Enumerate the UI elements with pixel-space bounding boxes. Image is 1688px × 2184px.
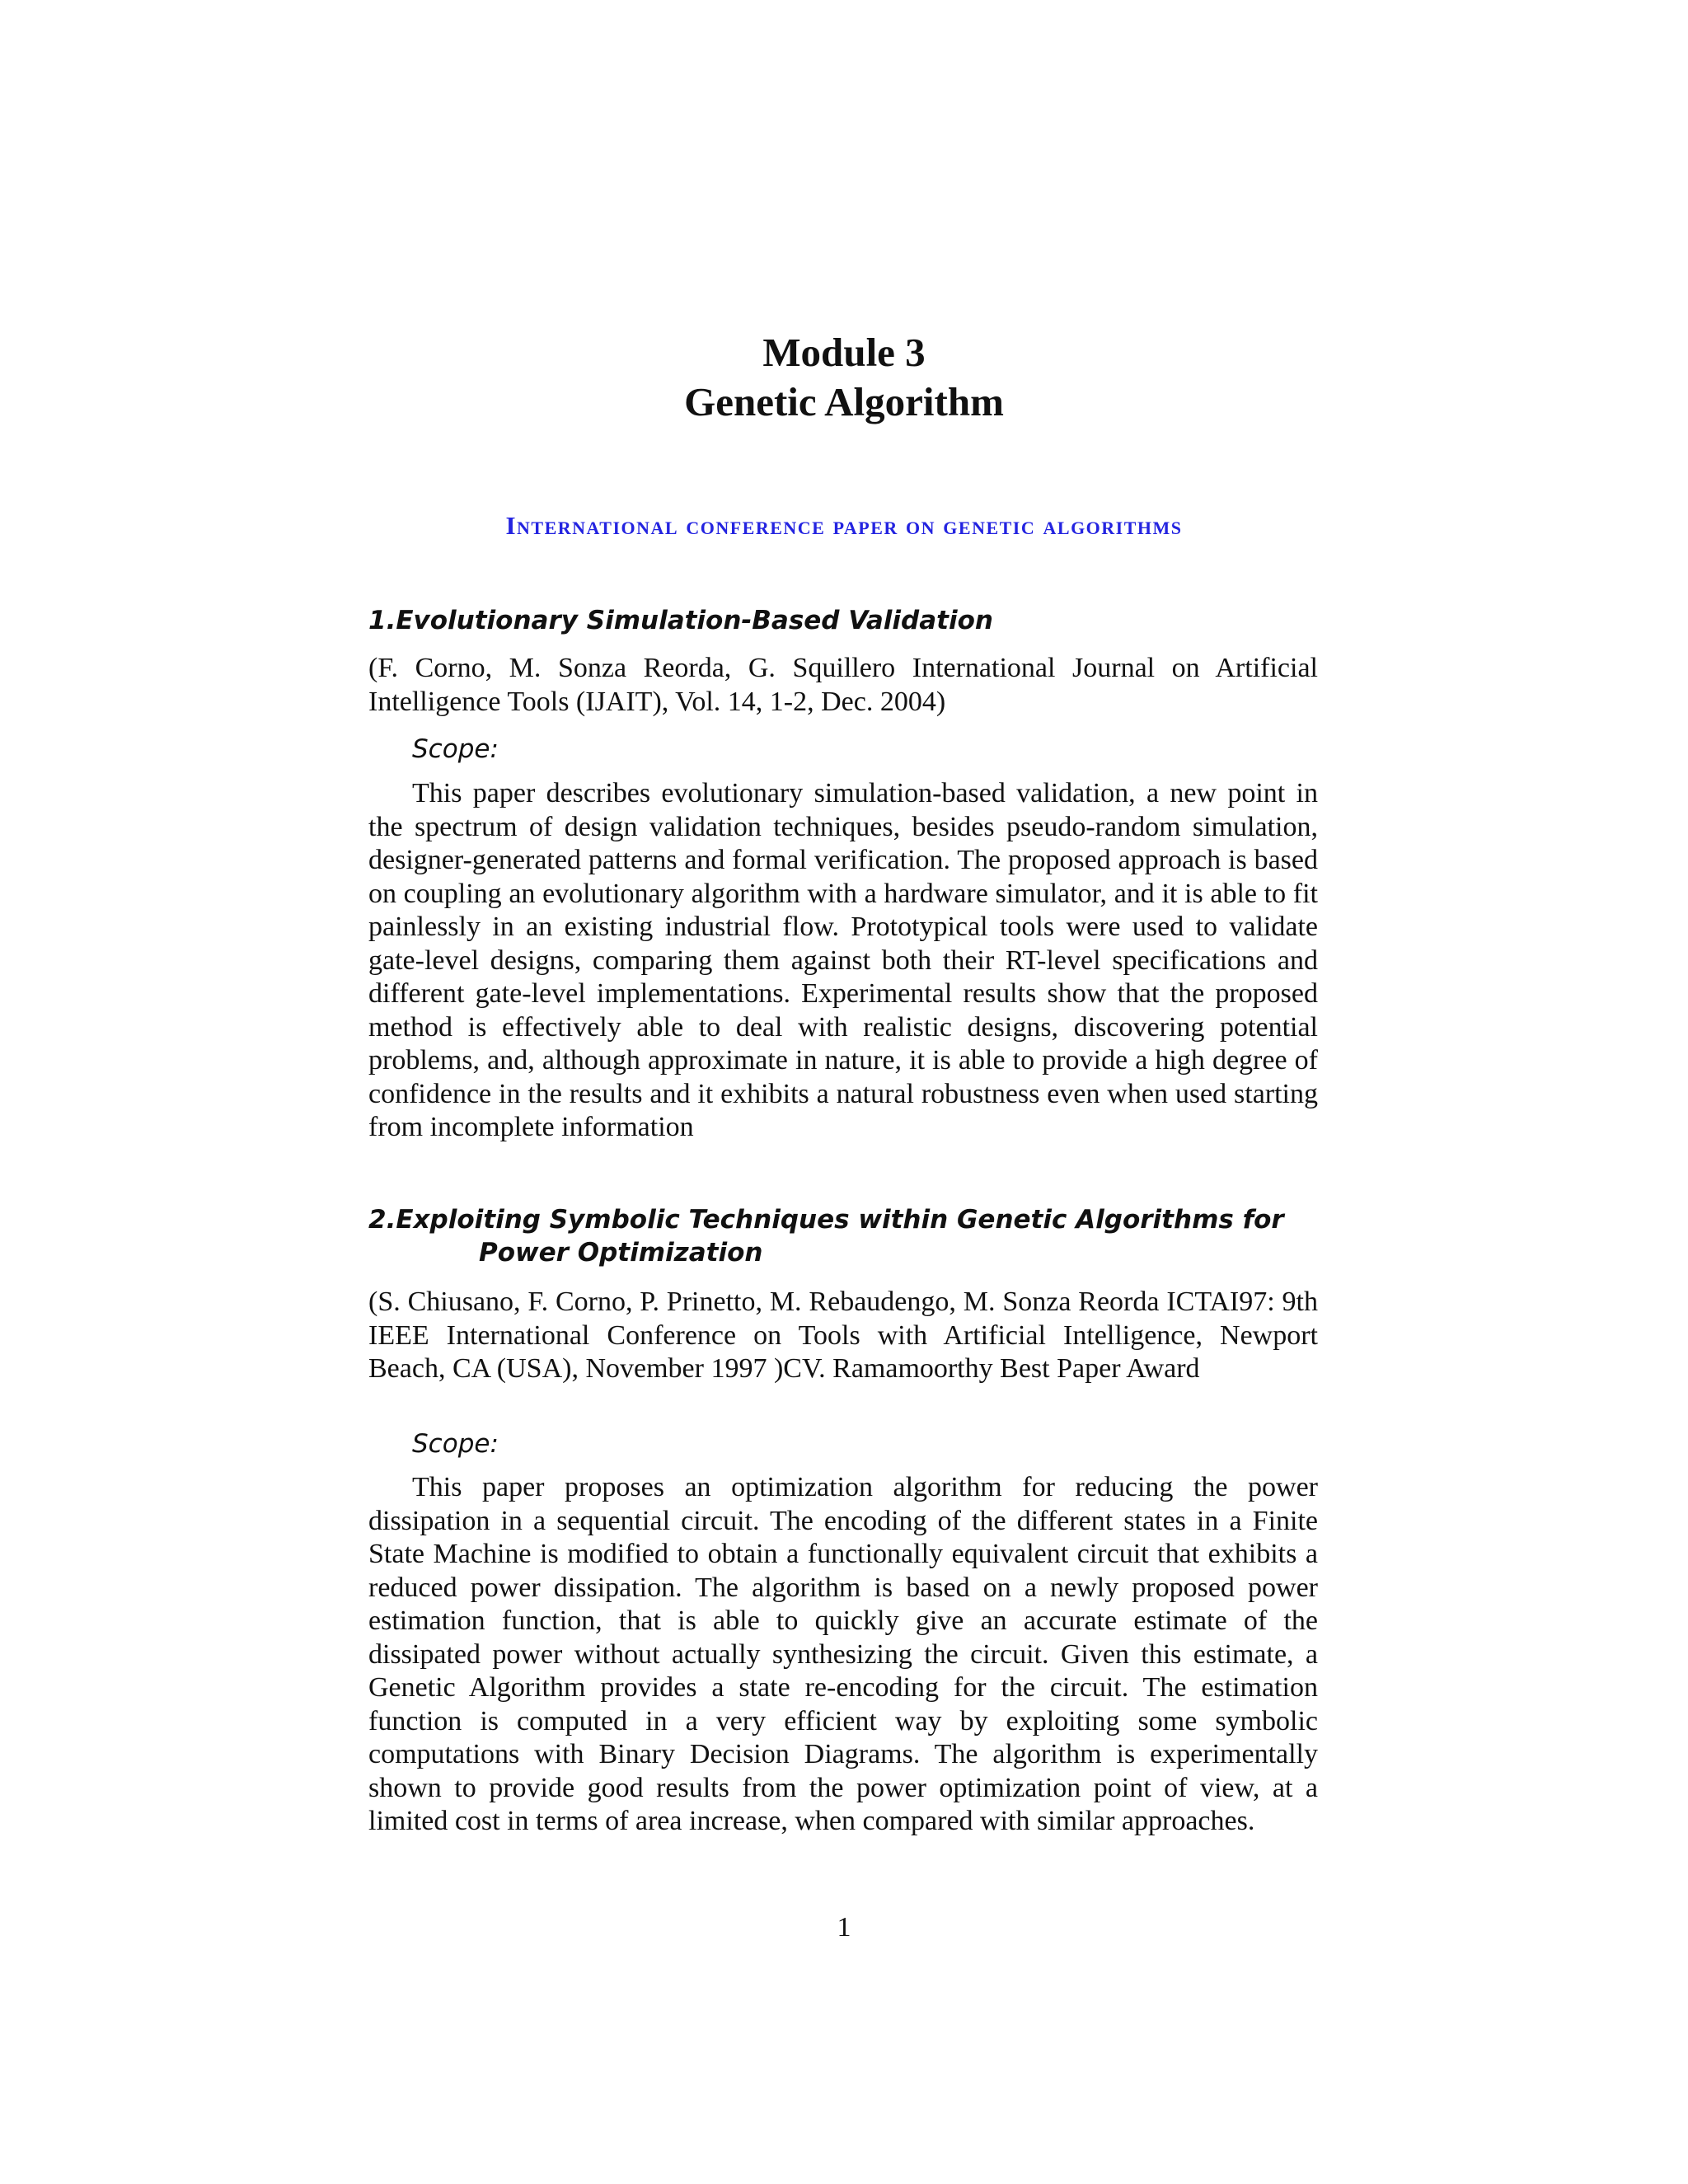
- paper-citation-2: [368, 1286, 1318, 1386]
- paper-title: 2.Exploiting Symbolic Techniques within Genetic Algorithms for Power Optimization: [368, 1205, 1284, 1268]
- scope-label: Scope:: [412, 734, 499, 764]
- paper-citation: (F. Corno, M. Sonza Reorda, G. Squillero International Journal on Artificial Intelligence Tools (IJAIT), Vol. 14, 1-2, Dec. 2004): [368, 653, 1318, 717]
- paper-abstract: This paper describes evolutionary simulation-based validation, a new point in the spectrum of design validation techniques, besides pseudo-random simulation, designer-generated patterns and formal verification. The proposed approach is based on coupling an evolutionary algorithm with a hardware simulator, and it is able to fit painlessly in an existing industrial flow. Prototypical tools were used to validate gate-level designs, comparing them against both their RT-level specifications and different gate-level implementations. Experimental results show that the proposed method is effectively able to deal with realistic designs, discovering potential problems, and, although approximate in nature, it is able to provide a high degree of confidence in the results and it exhibits a natural robustness even when used starting from incomplete information: [368, 778, 1318, 1142]
- module-subtitle: Genetic Algorithm: [684, 379, 1004, 424]
- paper-abstract: This paper proposes an optimization algorithm for reducing the power dissipation in a sequential circuit. The encoding of the different states in a Finite State Machine is modified to obtain a functionally equivalent circuit that exhibits a reduced power dissipation. The algorithm is based on a newly proposed power estimation function, that is able to quickly give an accurate estimate of the dissipated power without actually synthesizing the circuit. Given this estimate, a Genetic Algorithm provides a state re-encoding for the circuit. The estimation function is computed in a very efficient way by exploiting some symbolic computations with Binary Decision Diagrams. The algorithm is experimentally shown to provide good results from the power optimization point of view, at a limited cost in terms of area increase, when compared with similar approaches.: [368, 1472, 1318, 1836]
- paper-citation-1: [368, 652, 1318, 719]
- paper-entry-2: [368, 1203, 1318, 1269]
- paper-abstract-2: [368, 1471, 1318, 1839]
- scope-label: Scope:: [412, 1429, 499, 1459]
- section-heading: International conference paper on genetic algorithms: [505, 511, 1183, 540]
- page-number: 1: [837, 1912, 851, 1943]
- paper-title: 1.Evolutionary Simulation-Based Validation: [368, 606, 993, 635]
- paper-abstract-1: [368, 777, 1318, 1145]
- module-title: Module 3: [762, 330, 926, 375]
- module-title-block: [0, 328, 1688, 427]
- paper-entry-1: [368, 604, 1318, 637]
- paper-scope-1: [368, 733, 1318, 766]
- paper-scope-2: [368, 1427, 1318, 1460]
- paper-citation: (S. Chiusano, F. Corno, P. Prinetto, M. Rebaudengo, M. Sonza Reorda ICTAI97: 9th IEEE International Conference on Tools with Artificial Intelligence, Newport Beach, CA (USA), November 1997 )CV. Ramamoorthy Best Paper Award: [368, 1286, 1318, 1384]
